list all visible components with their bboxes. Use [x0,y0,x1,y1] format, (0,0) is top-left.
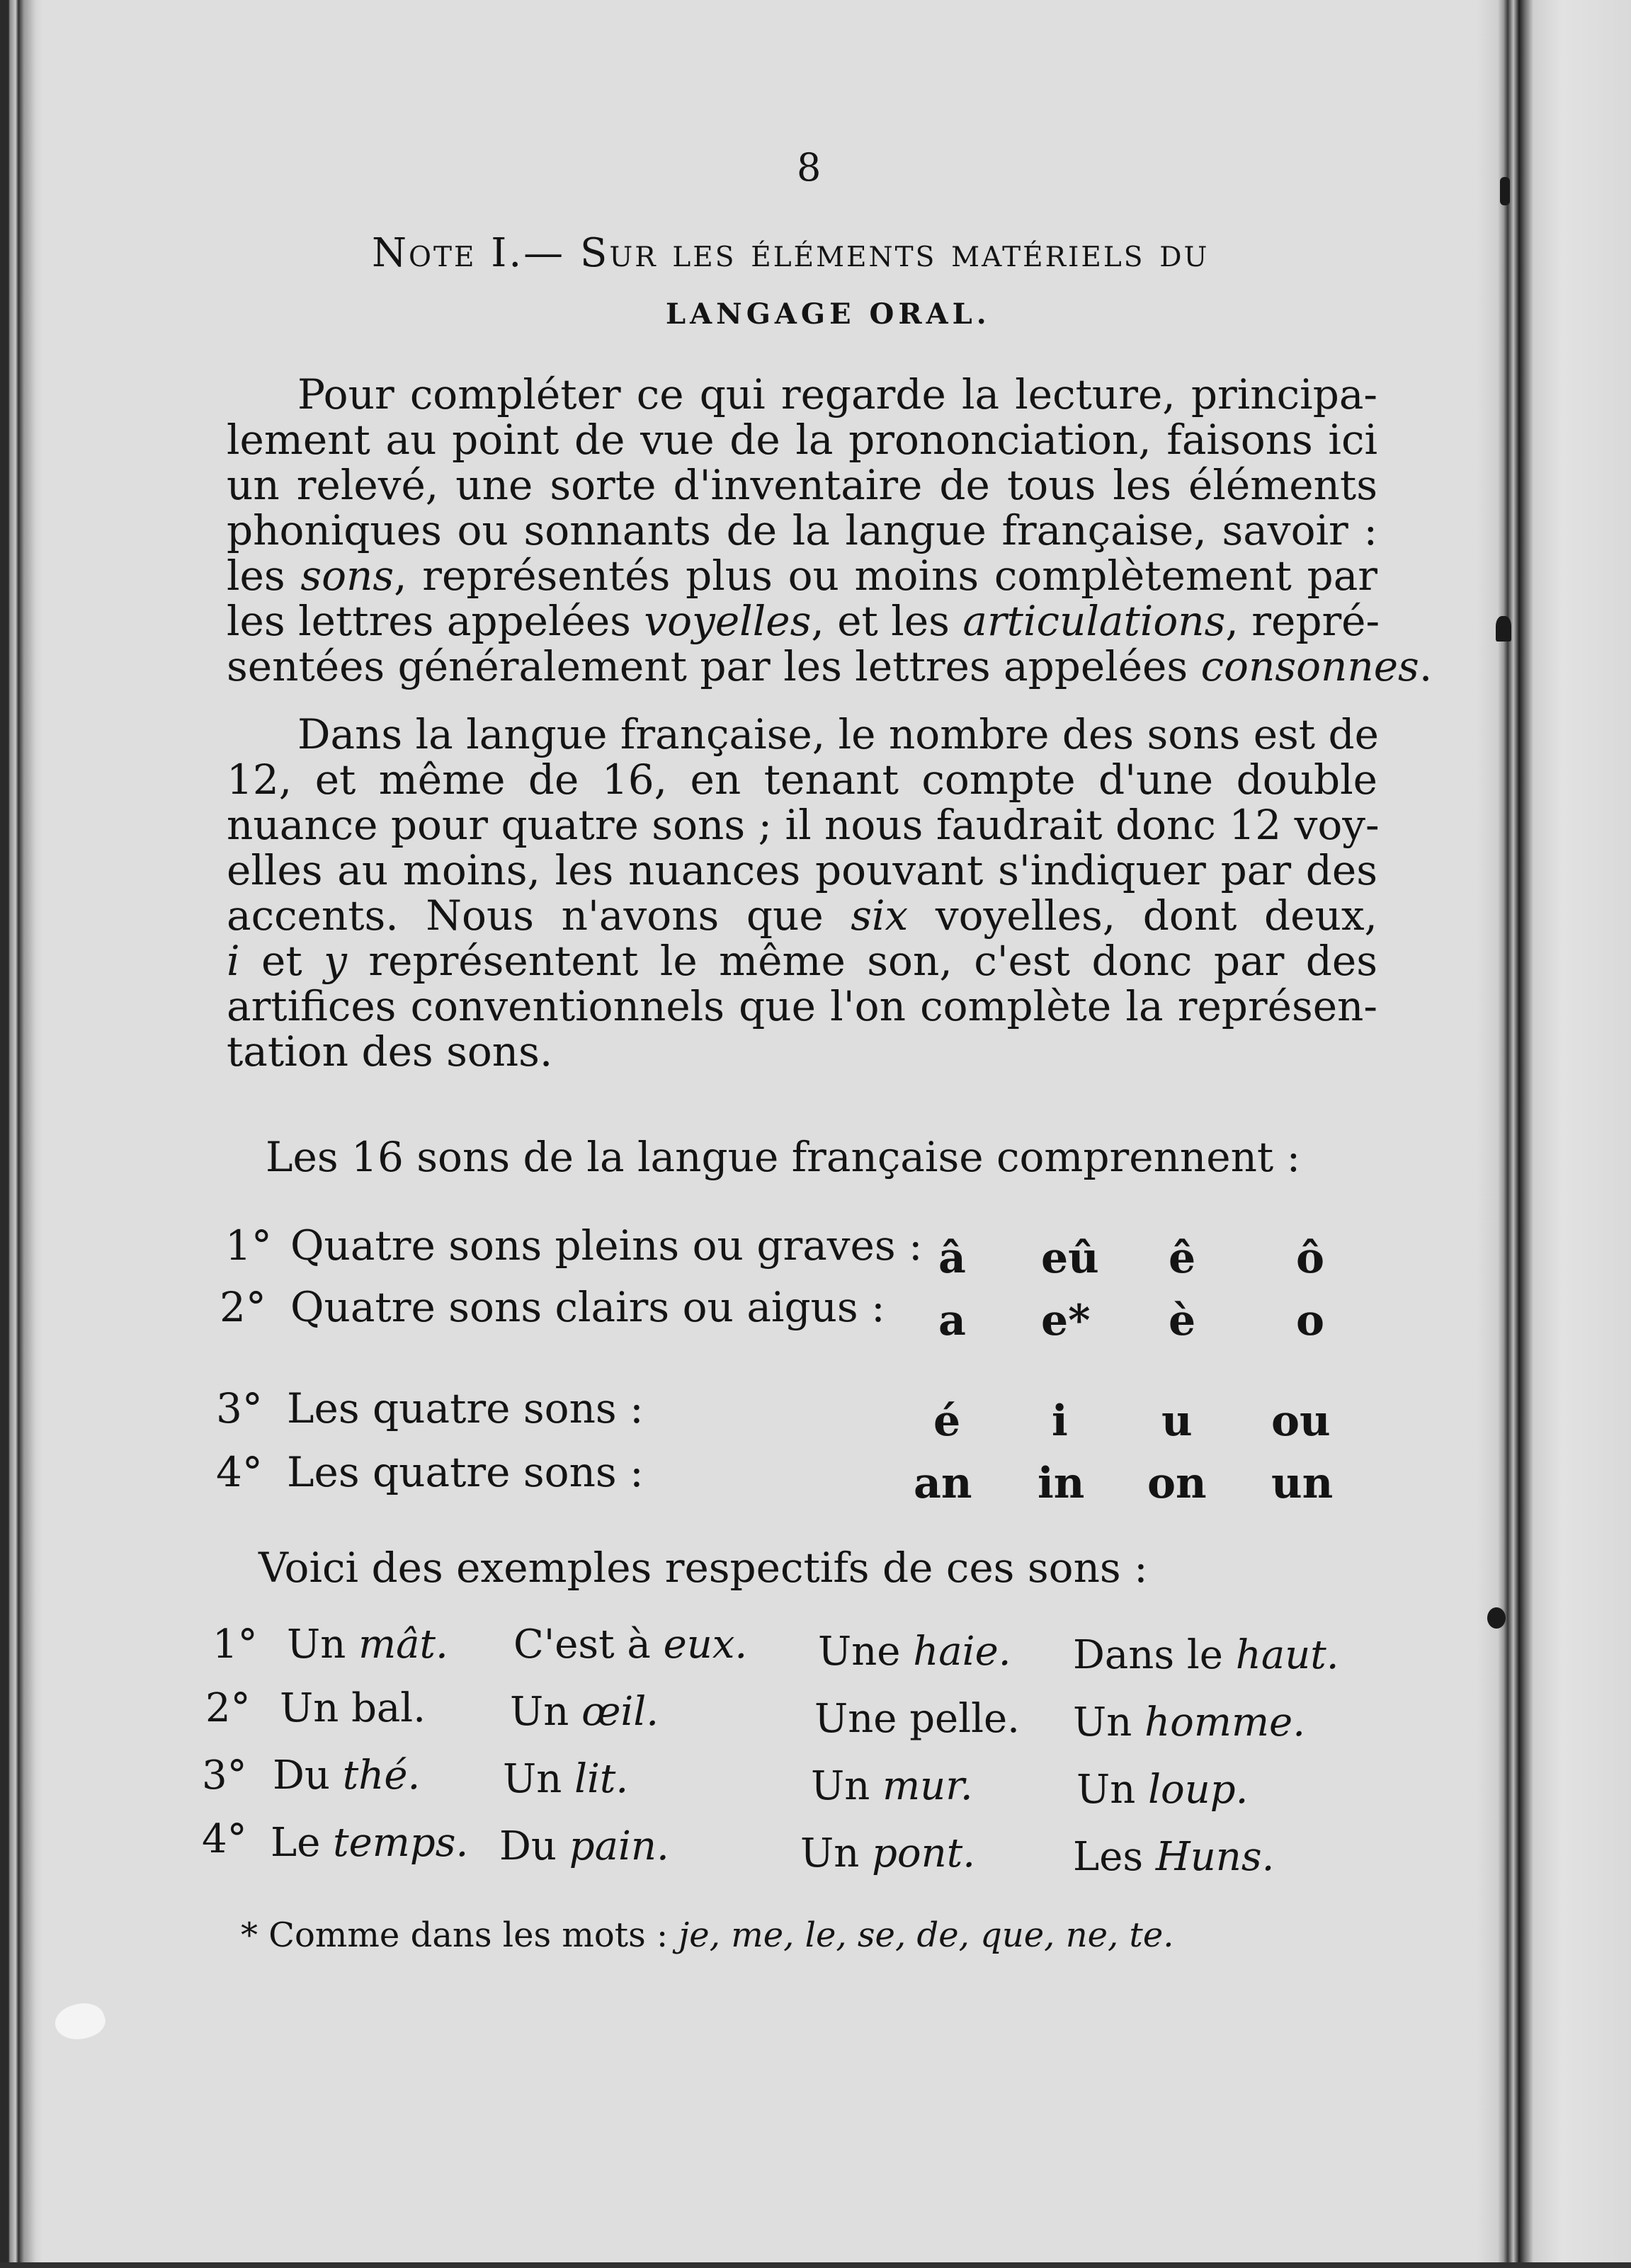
example-cell: Du thé. [273,1753,421,1799]
text-line: artifices conventionnels que l'on complète la représen- [227,982,1377,1030]
note-heading: Note I.— Sur les éléments matériels du [372,230,1210,276]
example-cell: Un mât. [287,1622,448,1668]
text-line: 12, et même de 16, en tenant compte d'une double [227,756,1377,804]
row-label: Les quatre sons : [287,1448,644,1496]
sound-symbol: u [1161,1396,1193,1446]
example-cell: Une haie. [818,1629,1011,1675]
sound-symbol: un [1271,1459,1334,1508]
row-number: 3° [216,1384,263,1432]
gutter-mark [1500,177,1510,205]
sound-symbol: an [914,1459,972,1508]
text-line: phoniques ou sonnants de la langue française, savoir : [227,506,1377,554]
text-line: un relevé, une sorte d'inventaire de tous les éléments [227,461,1377,509]
book-gutter [1477,0,1631,2268]
example-cell: Dans le haut. [1073,1632,1339,1678]
sound-symbol: è [1169,1296,1196,1345]
sound-symbol: o [1296,1296,1325,1345]
example-cell: Un bal. [280,1685,426,1731]
example-cell: Un lit. [503,1756,629,1802]
book-left-edge [0,0,42,2268]
page-bottom-edge [0,2262,1631,2268]
text-line: sentées généralement par les lettres appelées consonnes. [227,642,1433,690]
example-cell: Un homme. [1073,1699,1305,1745]
row-number: 4° [216,1448,263,1496]
paragraph-2 [227,710,1380,1076]
text-line: les lettres appelées voyelles, et les articulations, repré- [227,597,1380,645]
example-cell: Le temps. [271,1820,469,1866]
sound-symbol: i [1052,1396,1068,1446]
examples-intro: Voici des exemples respectifs de ces sons : [258,1544,1148,1592]
sound-symbol: eû [1041,1233,1099,1283]
sound-symbol: on [1147,1459,1207,1508]
sounds-intro: Les 16 sons de la langue française comprennent : [266,1133,1301,1181]
text-line: les sons, représentés plus ou moins complètement par [227,552,1377,600]
example-cell: Les Huns. [1073,1834,1275,1880]
text-line: nuance pour quatre sons ; il nous faudrait donc 12 voy- [227,801,1380,849]
row-number: 2° [220,1283,266,1331]
row-number: 3° [202,1753,247,1799]
text-line: lement au point de vue de la prononciation, faisons ici [227,416,1377,464]
row-number: 4° [202,1816,247,1862]
example-cell: Du pain. [499,1823,669,1869]
sound-symbol: ou [1271,1396,1331,1446]
text-line: i et y représentent le même son, c'est donc par des [227,937,1377,985]
example-cell: Un loup. [1076,1767,1249,1813]
row-label: Les quatre sons : [287,1384,644,1432]
note-heading-line2: LANGAGE ORAL. [666,297,991,331]
example-cell: Un mur. [811,1763,973,1809]
row-label: Quatre sons clairs ou aigus : [290,1283,885,1331]
example-cell: Un œil. [510,1689,659,1735]
row-number: 2° [205,1685,251,1731]
example-cell: Un pont. [800,1830,975,1876]
row-number: 1° [212,1622,258,1668]
example-cell: C'est à eux. [513,1622,748,1668]
gutter-mark [1496,616,1511,642]
text-line: elles au moins, les nuances pouvant s'indiquer par des [227,846,1377,894]
sound-symbol: â [938,1233,966,1283]
paragraph-1 [227,370,1433,690]
row-label: Quatre sons pleins ou graves : [290,1221,923,1270]
gutter-mark [1487,1607,1506,1629]
text-line: tation des sons. [227,1027,553,1076]
sound-symbol: e* [1041,1296,1091,1345]
text-line: accents. Nous n'avons que six voyelles, dont deux, [227,891,1377,940]
sound-symbol: in [1038,1459,1085,1508]
sound-symbol: ô [1296,1233,1325,1283]
footnote-marker: * [241,1915,258,1955]
sound-symbol: é [933,1396,961,1446]
footnote: * Comme dans les mots : je, me, le, se, de, que, ne, te. [241,1915,1174,1955]
text-line: Dans la langue française, le nombre des sons est de [297,710,1380,758]
row-number: 1° [225,1221,272,1270]
example-cell: Une pelle. [814,1696,1020,1742]
sound-symbol: ê [1169,1233,1196,1283]
page-number: 8 [797,145,822,190]
text-line: Pour compléter ce qui regarde la lecture, principa- [297,370,1377,418]
sound-symbol: a [938,1296,966,1345]
paper-blot [51,1997,109,2046]
